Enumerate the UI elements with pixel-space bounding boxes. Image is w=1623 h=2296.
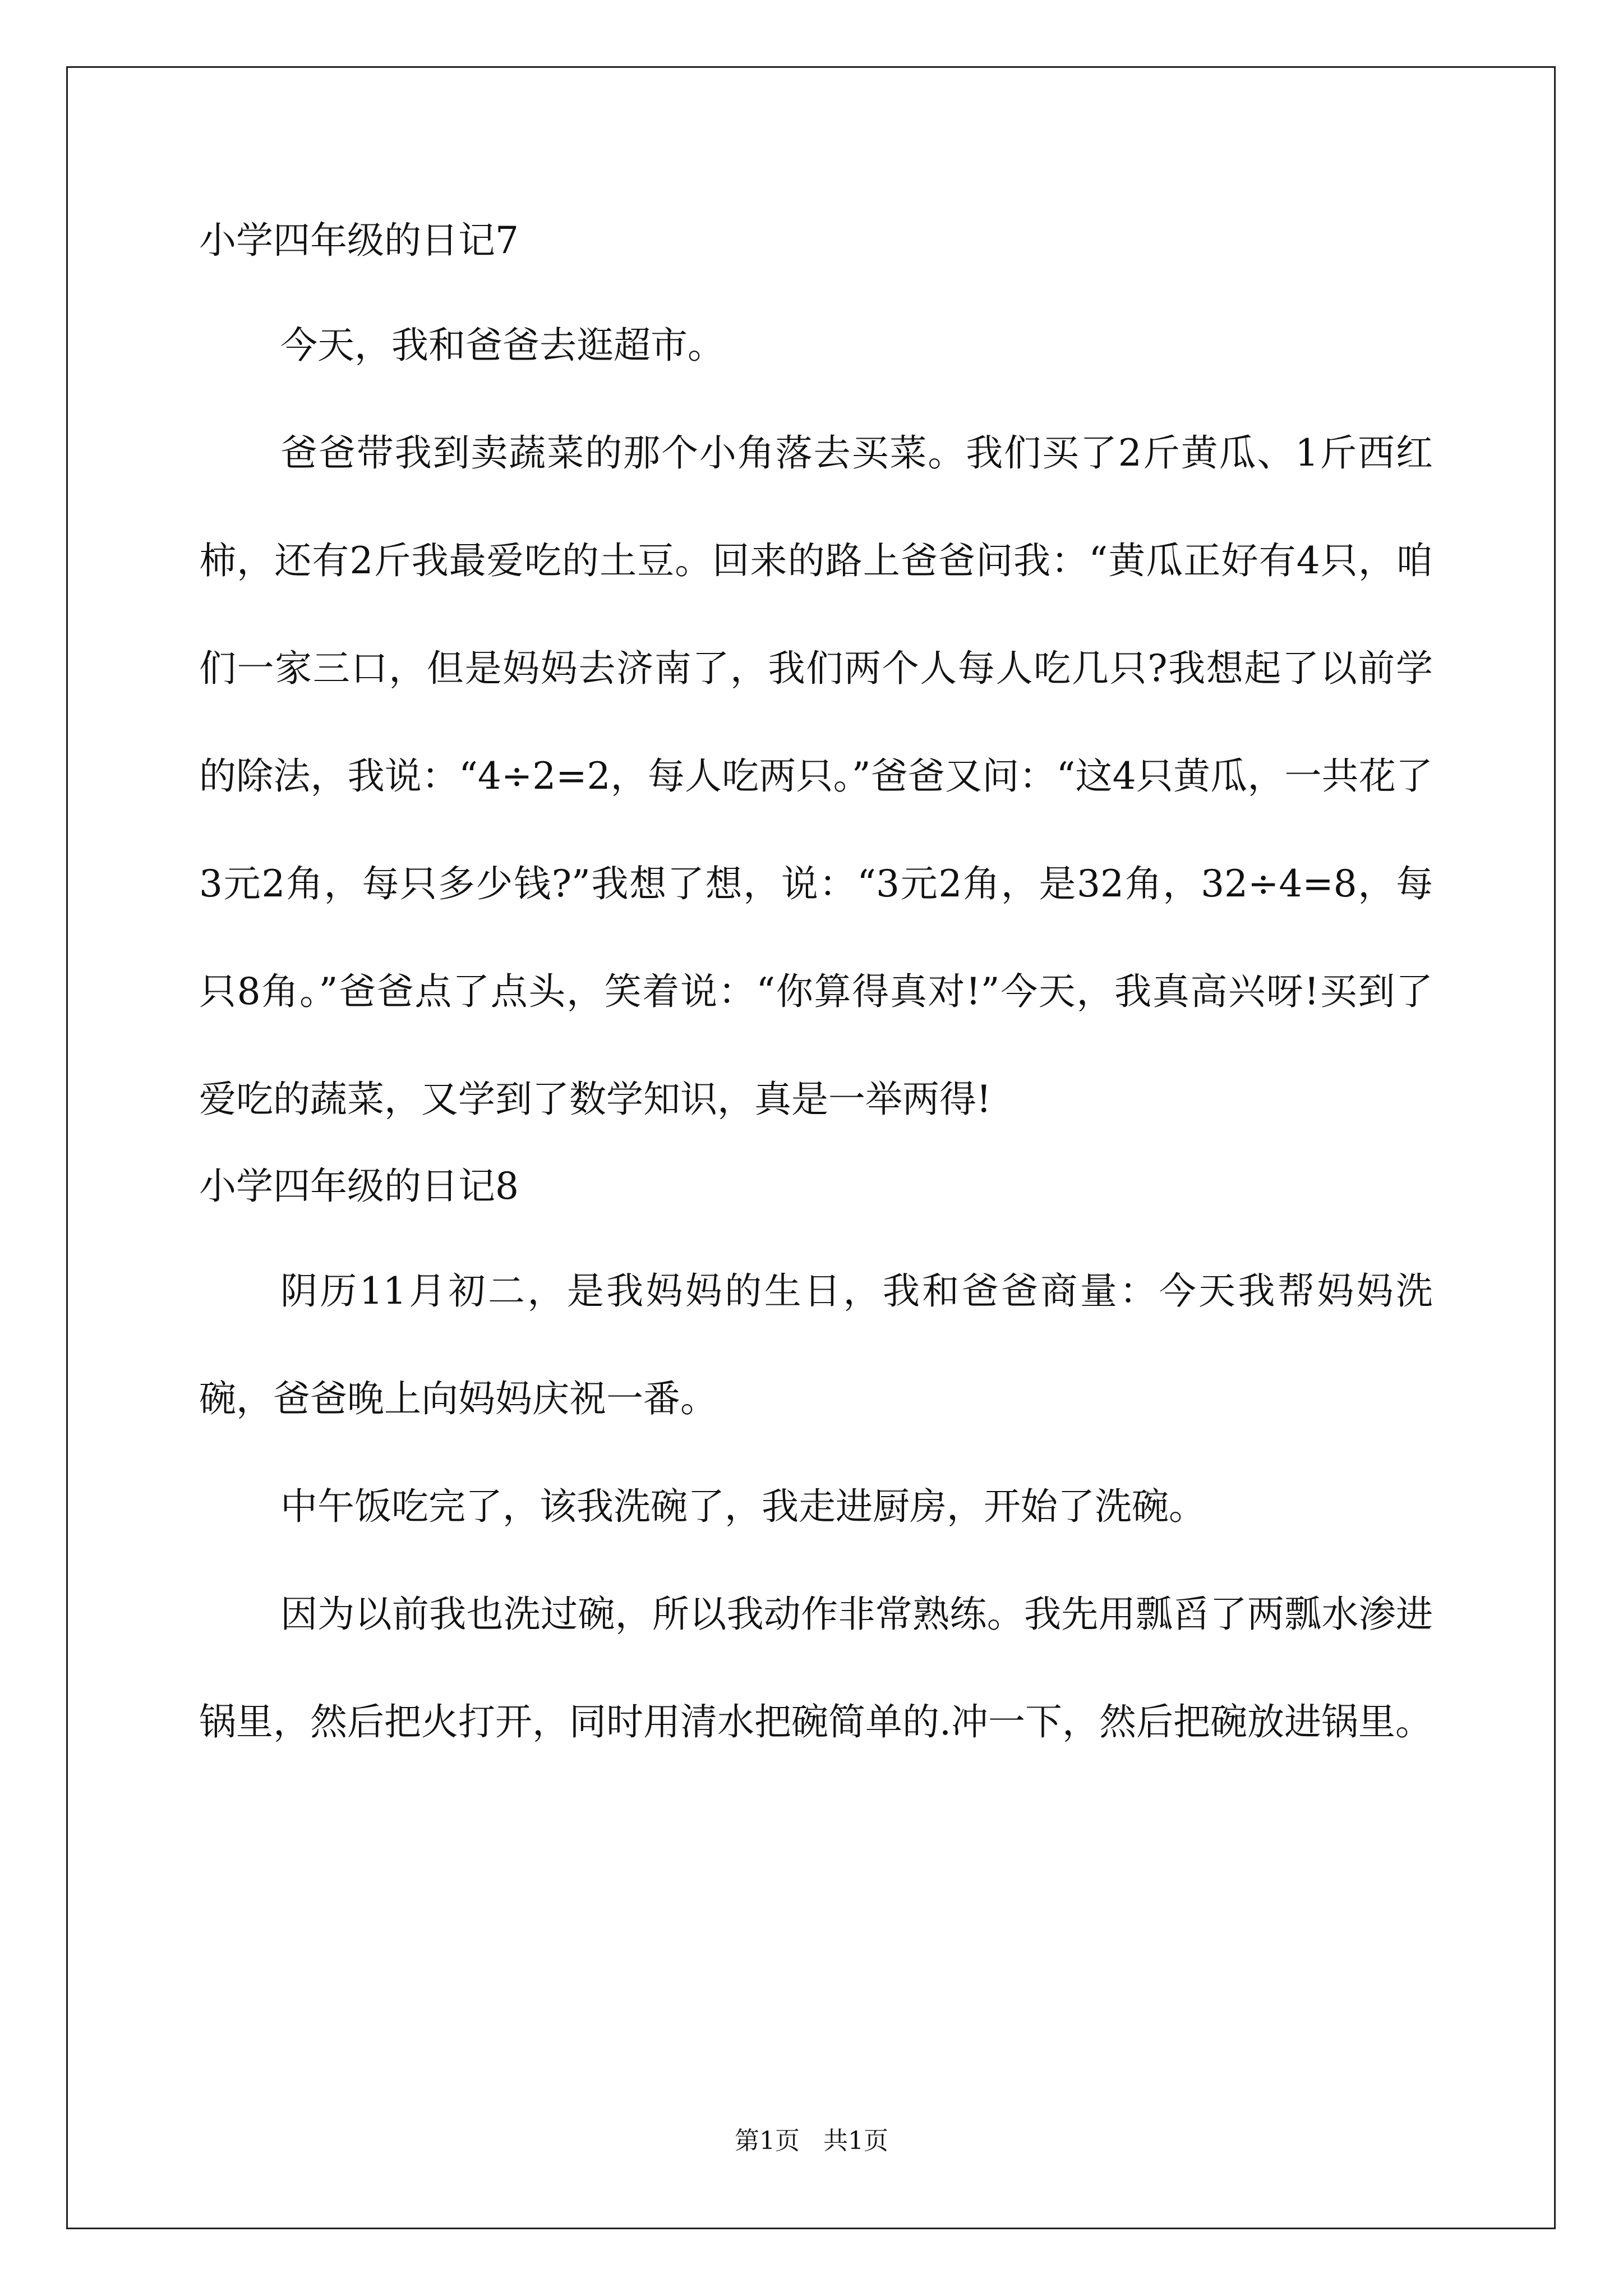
paragraph: 因为以前我也洗过碗，所以我动作非常熟练。我先用瓢舀了两瓢水渗进锅里，然后把火打开，同时用清水把碗简单的.冲一下，然后把碗放进锅里。 bbox=[199, 1593, 1433, 1743]
section-heading-diary-7: 小学四年级的日记7 bbox=[199, 219, 519, 262]
paragraph: 今天，我和爸爸去逛超市。 bbox=[280, 324, 725, 367]
document-body bbox=[199, 213, 1433, 1776]
paragraph: 阴历11月初二，是我妈妈的生日，我和爸爸商量：今天我帮妈妈洗碗，爸爸晚上向妈妈庆祝一番。 bbox=[199, 1269, 1433, 1420]
page-number-footer: 第1页 共1页 bbox=[735, 2127, 888, 2155]
paragraph: 中午饭吃完了，该我洗碗了，我走进厨房，开始了洗碗。 bbox=[280, 1485, 1206, 1528]
paragraph: 爸爸带我到卖蔬菜的那个小角落去买菜。我们买了2斤黄瓜、1斤西红柿，还有2斤我最爱吃的土豆。回来的路上爸爸问我：“黄瓜正好有4只，咱们一家三口，但是妈妈去济南了，我们两个人每人吃几只?我想起了以前学的除法，我说：“4÷2=2，每人吃两只。”爸爸又问：“这4只黄瓜，一共花了3元2角，每只多少钱?”我想了想，说：“3元2角，是32角，32÷4=8，每只8角。”爸爸点了点头，笑着说：“你算得真对!”今天，我真高兴呀!买到了爱吃的蔬菜，又学到了数学知识，真是一举两得! bbox=[199, 431, 1433, 1121]
section-heading-diary-8: 小学四年级的日记8 bbox=[199, 1165, 519, 1208]
